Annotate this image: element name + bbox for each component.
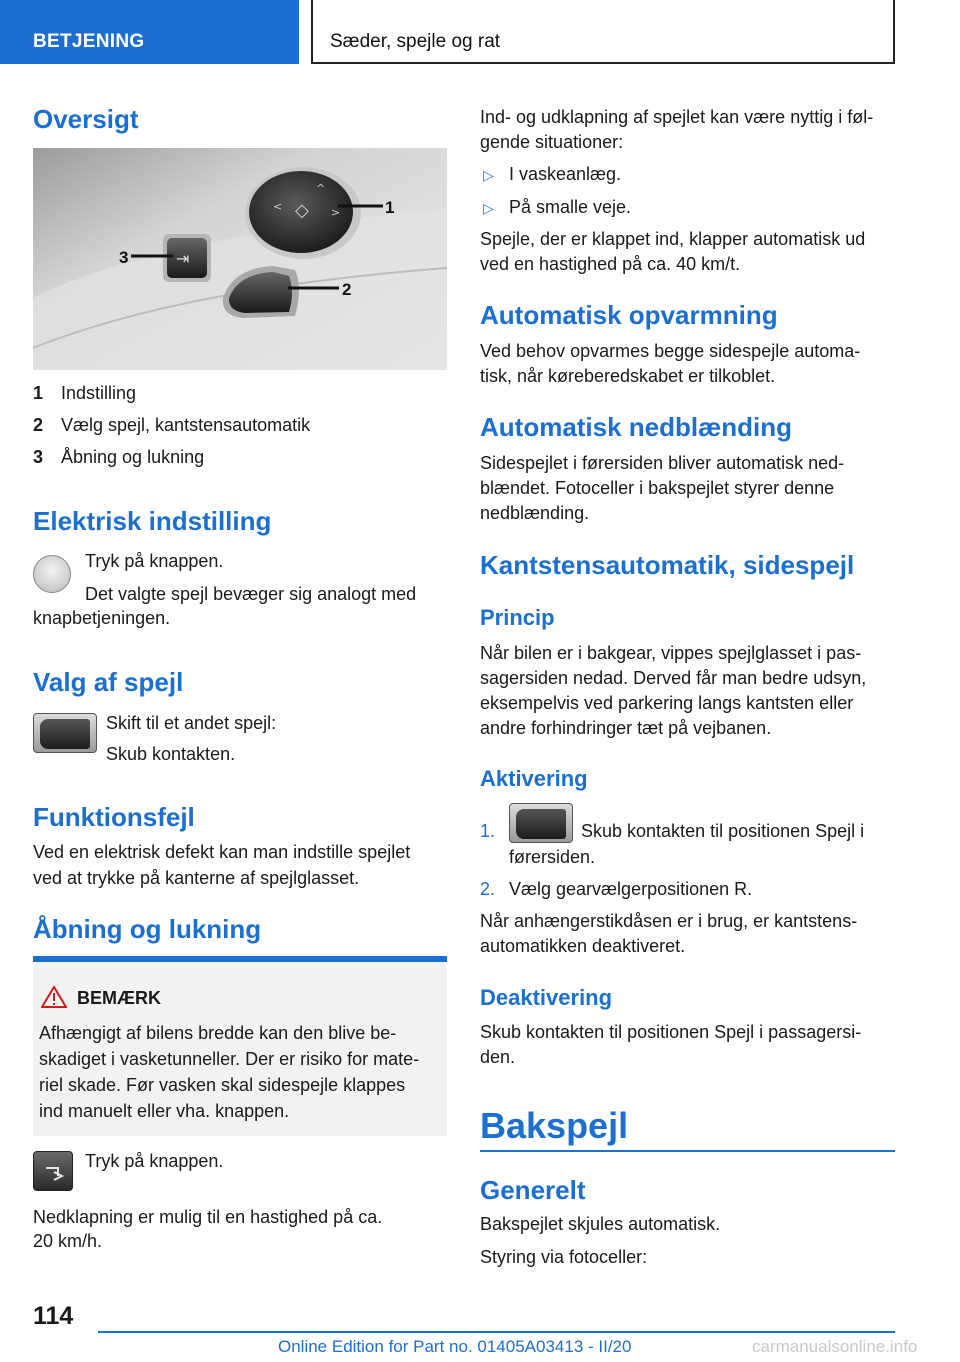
paragraph: Skift til et andet spejl: (106, 713, 277, 733)
heading-valg: Valg af spejl (33, 667, 184, 697)
fold-mirror-button-icon (33, 1151, 73, 1191)
warning-icon (41, 986, 67, 1008)
step-number: 2. (480, 879, 496, 899)
footer-divider (98, 1331, 895, 1333)
paragraph: tisk, når køreberedskabet er tilkoblet. (480, 366, 776, 386)
svg-text:◇: ◇ (295, 200, 309, 221)
heading-funktionsfejl: Funktionsfejl (33, 802, 195, 832)
svg-text:^: ^ (316, 182, 326, 195)
paragraph: blændet. Fotoceller i bakspejlet styrer denne (480, 478, 835, 498)
section-divider (480, 1150, 895, 1152)
paragraph: sagersiden nedad. Derved får man bedre udsyn, (480, 668, 867, 688)
step-text: førersiden. (509, 847, 596, 867)
bullet-icon: ▷ (483, 167, 494, 183)
callout-2: 2 (342, 280, 352, 299)
mirror-controls-figure (33, 148, 447, 370)
heading-elektrisk: Elektrisk indstilling (33, 506, 272, 536)
chapter-title: Sæder, spejle og rat (330, 31, 501, 52)
heading-bakspejl: Bakspejl (480, 1105, 629, 1146)
mirror-controls-illustration (33, 148, 447, 370)
callout-3: 3 (119, 248, 129, 267)
paragraph: Det valgte spejl bevæger sig analogt med (85, 584, 417, 604)
notice-box (33, 956, 447, 1136)
paragraph: ved at trykke på kanterne af spejlglasset. (33, 868, 360, 888)
heading-kantsten: Kantstensautomatik, sidespejl (480, 550, 855, 580)
mirror-select-switch-icon (509, 803, 573, 843)
paragraph: Nedklapning er mulig til en hastighed på ca. (33, 1207, 383, 1227)
step-number: 1. (480, 821, 496, 841)
mirror-adjust-pad-icon (33, 555, 71, 593)
paragraph: den. (480, 1047, 516, 1067)
notice-line: riel skade. Før vasken skal sidespejle klappes (39, 1075, 406, 1095)
paragraph: eksempelvis ved parkering langs kantsten eller (480, 693, 854, 713)
paragraph: Bakspejlet skjules automatisk. (480, 1214, 721, 1234)
notice-line: ind manuelt eller vha. knappen. (39, 1101, 290, 1121)
paragraph: Tryk på knappen. (85, 551, 224, 571)
notice-label: BEMÆRK (77, 988, 161, 1008)
legend-num: 2 (33, 415, 44, 435)
paragraph: automatikken deaktiveret. (480, 936, 686, 956)
legend-num: 1 (33, 383, 44, 403)
paragraph: Tryk på knappen. (85, 1151, 224, 1171)
heading-aabning: Åbning og lukning (33, 914, 262, 944)
callout-1: 1 (385, 198, 395, 217)
paragraph: ved en hastighed på ca. 40 km/t. (480, 254, 741, 274)
paragraph: Styring via fotoceller: (480, 1247, 648, 1267)
paragraph: Skub kontakten. (106, 744, 236, 764)
paragraph: 20 km/h. (33, 1231, 103, 1251)
heading-nedblaending: Automatisk nedblænding (480, 412, 792, 442)
heading-generelt: Generelt (480, 1175, 586, 1205)
section-tab (0, 0, 299, 64)
section-title: BETJENING (33, 31, 145, 52)
paragraph: Spejle, der er klappet ind, klapper automatisk ud (480, 229, 866, 249)
paragraph: gende situationer: (480, 132, 624, 152)
paragraph: nedblænding. (480, 503, 590, 523)
bullet-item: I vaskeanlæg. (509, 164, 622, 184)
legend-list (33, 383, 447, 479)
legend-item (33, 383, 447, 415)
svg-text:<: < (273, 200, 283, 213)
mirror-select-switch-icon (33, 713, 97, 753)
step-text: Vælg gearvælgerpositionen R. (509, 879, 753, 899)
paragraph: Ved behov opvarmes begge sidespejle automa- (480, 341, 861, 361)
paragraph: Ind- og udklapning af spejlet kan være nyttig i føl- (480, 107, 874, 127)
legend-num: 3 (33, 447, 44, 467)
watermark: carmanualsonline.info (752, 1337, 918, 1356)
step-text: Skub kontakten til positionen Spejl i (581, 821, 865, 841)
page-number: 114 (33, 1302, 74, 1330)
bullet-item: På smalle veje. (509, 197, 632, 217)
paragraph: Skub kontakten til positionen Spejl i passagersi- (480, 1022, 862, 1042)
bullet-icon: ▷ (483, 200, 494, 216)
legend-text: Indstilling (61, 383, 137, 403)
svg-text:⇥: ⇥ (176, 249, 190, 268)
heading-aktivering: Aktivering (480, 766, 588, 791)
heading-oversigt: Oversigt (33, 104, 139, 134)
legend-text: Åbning og lukning (61, 447, 205, 467)
paragraph: Ved en elektrisk defekt kan man indstille spejlet (33, 842, 411, 862)
paragraph: Når anhængerstikdåsen er i brug, er kantstens- (480, 911, 858, 931)
edition-text: Online Edition for Part no. 01405A03413 - II/20 (278, 1337, 632, 1356)
notice-line: Afhængigt af bilens bredde kan den blive be- (39, 1023, 397, 1043)
legend-text: Vælg spejl, kantstensautomatik (61, 415, 311, 435)
heading-princip: Princip (480, 605, 555, 630)
paragraph: knapbetjeningen. (33, 608, 171, 628)
svg-text:>: > (331, 206, 341, 219)
notice-line: skadiget i vasketunneller. Der er risiko for mate- (39, 1049, 420, 1069)
legend-item (33, 447, 447, 479)
paragraph: Sidespejlet i førersiden bliver automatisk ned- (480, 453, 845, 473)
paragraph: andre forhindringer tæt på vejbanen. (480, 718, 772, 738)
chapter-tab (311, 0, 895, 64)
heading-opvarmning: Automatisk opvarmning (480, 300, 778, 330)
heading-deaktivering: Deaktivering (480, 985, 613, 1010)
paragraph: Når bilen er i bakgear, vippes spejlglasset i pas- (480, 643, 862, 663)
legend-item (33, 415, 447, 447)
